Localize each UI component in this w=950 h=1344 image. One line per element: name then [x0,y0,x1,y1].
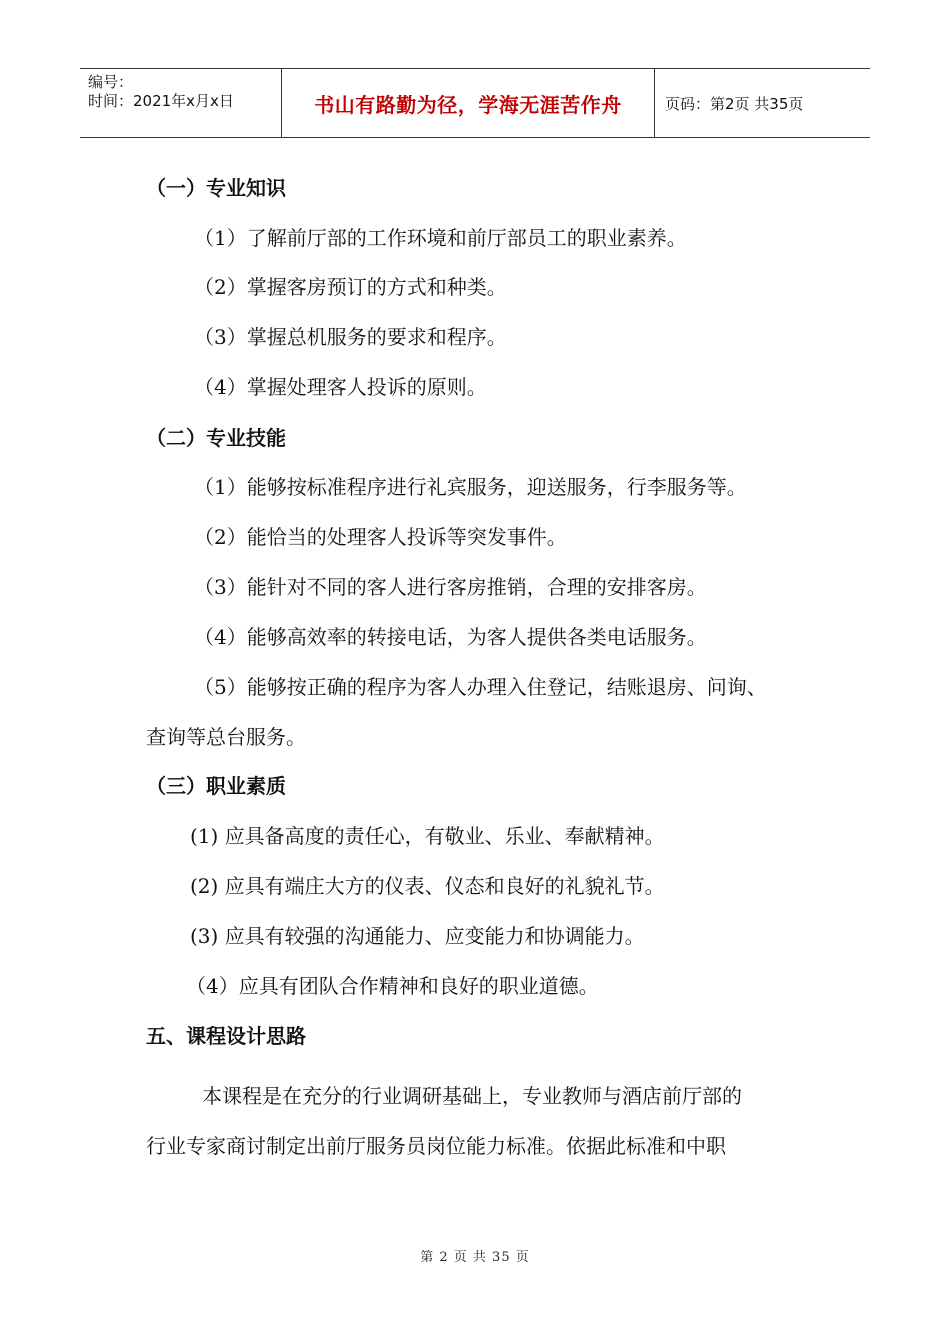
quality-item-2: (2) 应具有端庄大方的仪表、仪态和良好的礼貌礼节。 [190,874,665,898]
skill-item-1: （1）能够按标准程序进行礼宾服务，迎送服务，行李服务等。 [194,475,747,499]
knowledge-item-3: （3）掌握总机服务的要求和程序。 [194,325,507,349]
header-motto-cell [282,69,655,137]
header-page-info: 页码：第2页 共35页 [665,94,804,113]
section-heading-qualities: （三）职业素质 [146,774,286,798]
section-heading-course-design: 五、课程设计思路 [146,1024,306,1048]
number-label: 编号： [88,73,134,91]
header-motto: 书山有路勤为径，学海无涯苦作舟 [314,92,622,117]
section-heading-knowledge: （一）专业知识 [146,176,286,200]
skill-item-2: （2）能恰当的处理客人投诉等突发事件。 [194,525,567,549]
quality-item-1: (1) 应具备高度的责任心，有敬业、乐业、奉献精神。 [190,824,665,848]
quality-item-3: (3) 应具有较强的沟通能力、应变能力和协调能力。 [190,924,645,948]
page-footer: 第 2 页 共 35 页 [420,1250,530,1265]
time-label: 时间：2021年x月x日 [88,92,234,110]
header-meta [80,69,282,137]
knowledge-item-2: （2）掌握客房预订的方式和种类。 [194,275,507,299]
document-header [80,68,870,138]
section-heading-skills: （二）专业技能 [146,426,286,450]
paragraph-line-2: 行业专家商讨制定出前厅服务员岗位能力标准。依据此标准和中职 [146,1134,726,1158]
skill-item-4: （4）能够高效率的转接电话，为客人提供各类电话服务。 [194,625,707,649]
skill-item-5-line-2: 查询等总台服务。 [146,725,306,749]
skill-item-3: （3）能针对不同的客人进行客房推销，合理的安排客房。 [194,575,707,599]
header-page-info-cell [655,69,870,137]
skill-item-5-line-1: （5）能够按正确的程序为客人办理入住登记，结账退房、问询、 [194,675,767,699]
quality-item-4: （4）应具有团队合作精神和良好的职业道德。 [186,974,599,998]
paragraph-line-1: 本课程是在充分的行业调研基础上，专业教师与酒店前厅部的 [202,1084,742,1108]
knowledge-item-1: （1）了解前厅部的工作环境和前厅部员工的职业素养。 [194,226,687,250]
knowledge-item-4: （4）掌握处理客人投诉的原则。 [194,375,487,399]
